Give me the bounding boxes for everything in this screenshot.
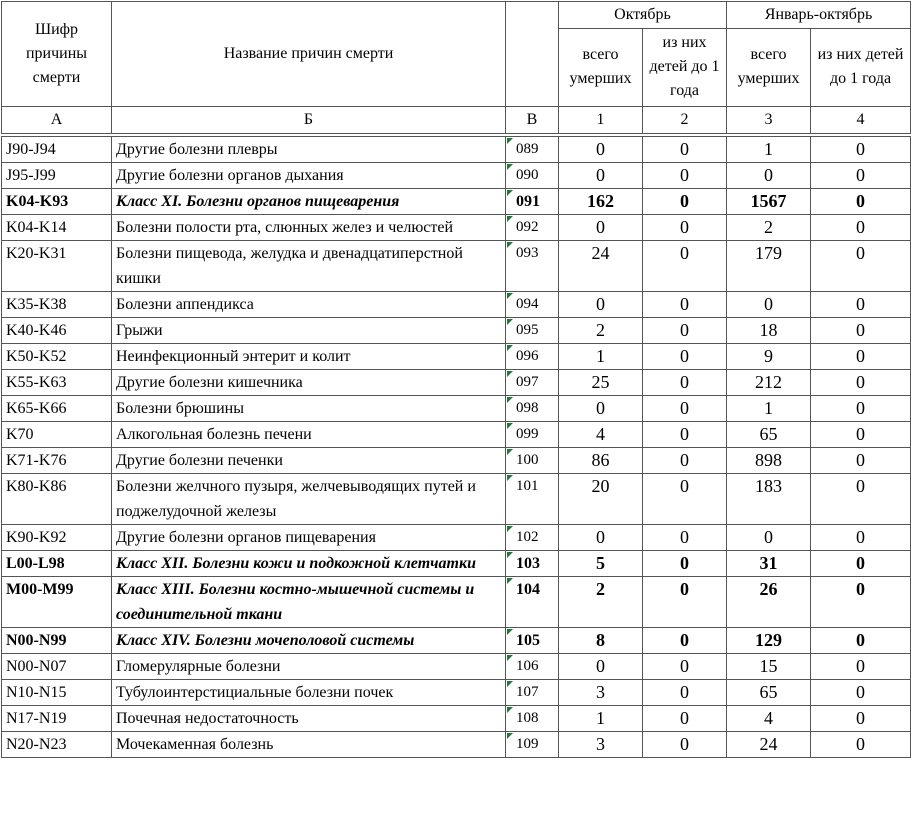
table-row (2, 370, 911, 396)
cause-name-cell: Болезни аппендикса (112, 292, 506, 318)
line-number-cell: 102 (506, 525, 559, 551)
cause-name-cell: Класс XII. Болезни кожи и подкожной клетчатки (112, 551, 506, 577)
table-row (2, 215, 911, 241)
table-row (2, 551, 911, 577)
jan-oct-children-cell: 0 (811, 241, 911, 292)
cause-code-cell: N00-N07 (2, 654, 112, 680)
line-number-cell: 093 (506, 241, 559, 292)
cause-code-cell: L00-L98 (2, 551, 112, 577)
october-total-cell: 8 (559, 628, 643, 654)
cause-name-cell: Грыжи (112, 318, 506, 344)
line-number-cell: 091 (506, 189, 559, 215)
jan-oct-children-cell: 0 (811, 396, 911, 422)
line-number-cell: 090 (506, 163, 559, 189)
cause-name-cell: Другие болезни органов дыхания (112, 163, 506, 189)
cause-name-cell: Болезни пищевода, желудка и двенадцатиперстной кишки (112, 241, 506, 292)
jan-oct-total-cell: 0 (727, 292, 811, 318)
jan-oct-total-cell: 898 (727, 448, 811, 474)
jan-oct-total-cell: 0 (727, 163, 811, 189)
line-number-cell: 099 (506, 422, 559, 448)
table-row (2, 680, 911, 706)
cause-name-cell: Класс XI. Болезни органов пищеварения (112, 189, 506, 215)
cause-name-cell: Почечная недостаточность (112, 706, 506, 732)
october-children-cell: 0 (643, 422, 727, 448)
cause-code-cell: K50-K52 (2, 344, 112, 370)
cause-name-cell: Другие болезни кишечника (112, 370, 506, 396)
cause-name-cell: Болезни брюшины (112, 396, 506, 422)
jan-oct-children-cell: 0 (811, 654, 911, 680)
line-number-cell: 105 (506, 628, 559, 654)
october-total-cell: 0 (559, 292, 643, 318)
jan-oct-total-cell: 0 (727, 525, 811, 551)
october-total-cell: 1 (559, 706, 643, 732)
table-row (2, 422, 911, 448)
jan-oct-children-cell: 0 (811, 474, 911, 525)
header-group-october: Октябрь (559, 2, 727, 29)
october-children-cell: 0 (643, 318, 727, 344)
cause-code-cell: K71-K76 (2, 448, 112, 474)
line-number-cell: 103 (506, 551, 559, 577)
cause-name-cell: Мочекаменная болезнь (112, 732, 506, 758)
table-row (2, 241, 911, 292)
october-total-cell: 0 (559, 396, 643, 422)
table-row (2, 732, 911, 758)
jan-oct-children-cell: 0 (811, 732, 911, 758)
jan-oct-total-cell: 212 (727, 370, 811, 396)
line-number-cell: 107 (506, 680, 559, 706)
jan-oct-total-cell: 15 (727, 654, 811, 680)
cause-code-cell: K90-K92 (2, 525, 112, 551)
jan-oct-total-cell: 9 (727, 344, 811, 370)
october-children-cell: 0 (643, 344, 727, 370)
table-row (2, 292, 911, 318)
jan-oct-total-cell: 183 (727, 474, 811, 525)
header-oct-children: из них детей до 1 года (643, 28, 727, 107)
october-total-cell: 25 (559, 370, 643, 396)
mortality-table (1, 1, 911, 758)
cause-code-cell: K40-K46 (2, 318, 112, 344)
jan-oct-children-cell: 0 (811, 525, 911, 551)
october-children-cell: 0 (643, 396, 727, 422)
table-row (2, 163, 911, 189)
cause-code-cell: K65-K66 (2, 396, 112, 422)
line-number-cell: 109 (506, 732, 559, 758)
table-row (2, 474, 911, 525)
index-cell: А (2, 107, 112, 134)
october-total-cell: 2 (559, 318, 643, 344)
line-number-cell: 108 (506, 706, 559, 732)
october-children-cell: 0 (643, 654, 727, 680)
table-row (2, 137, 911, 163)
jan-oct-total-cell: 129 (727, 628, 811, 654)
october-children-cell: 0 (643, 137, 727, 163)
jan-oct-children-cell: 0 (811, 706, 911, 732)
index-cell: Б (112, 107, 506, 134)
october-total-cell: 5 (559, 551, 643, 577)
october-total-cell: 0 (559, 525, 643, 551)
cause-code-cell: K04-K14 (2, 215, 112, 241)
jan-oct-children-cell: 0 (811, 577, 911, 628)
table-row (2, 318, 911, 344)
jan-oct-total-cell: 179 (727, 241, 811, 292)
october-total-cell: 0 (559, 215, 643, 241)
cause-code-cell: K04-K93 (2, 189, 112, 215)
cause-code-cell: K20-K31 (2, 241, 112, 292)
jan-oct-children-cell: 0 (811, 680, 911, 706)
jan-oct-total-cell: 26 (727, 577, 811, 628)
october-children-cell: 0 (643, 215, 727, 241)
cause-code-cell: K80-K86 (2, 474, 112, 525)
jan-oct-total-cell: 24 (727, 732, 811, 758)
line-number-cell: 094 (506, 292, 559, 318)
cause-name-cell: Класс XIV. Болезни мочеполовой системы (112, 628, 506, 654)
cause-code-cell: N00-N99 (2, 628, 112, 654)
jan-oct-children-cell: 0 (811, 137, 911, 163)
cause-name-cell: Алкогольная болезнь печени (112, 422, 506, 448)
october-children-cell: 0 (643, 241, 727, 292)
october-total-cell: 4 (559, 422, 643, 448)
table-row (2, 706, 911, 732)
header-name: Название причин смерти (112, 2, 506, 107)
table-row (2, 448, 911, 474)
jan-oct-children-cell: 0 (811, 215, 911, 241)
cause-name-cell: Другие болезни органов пищеварения (112, 525, 506, 551)
cause-name-cell: Неинфекционный энтерит и колит (112, 344, 506, 370)
october-children-cell: 0 (643, 448, 727, 474)
jan-oct-children-cell: 0 (811, 448, 911, 474)
october-children-cell: 0 (643, 551, 727, 577)
jan-oct-total-cell: 65 (727, 422, 811, 448)
header-oct-total: всего умерших (559, 28, 643, 107)
cause-code-cell: N20-N23 (2, 732, 112, 758)
cause-code-cell: K55-K63 (2, 370, 112, 396)
october-children-cell: 0 (643, 370, 727, 396)
table-row (2, 396, 911, 422)
line-number-cell: 092 (506, 215, 559, 241)
jan-oct-total-cell: 65 (727, 680, 811, 706)
october-children-cell: 0 (643, 577, 727, 628)
october-total-cell: 0 (559, 163, 643, 189)
cause-name-cell: Класс XIII. Болезни костно-мышечной системы и соединительной ткани (112, 577, 506, 628)
jan-oct-total-cell: 18 (727, 318, 811, 344)
line-number-cell: 089 (506, 137, 559, 163)
october-total-cell: 0 (559, 137, 643, 163)
table-row (2, 189, 911, 215)
october-children-cell: 0 (643, 732, 727, 758)
october-children-cell: 0 (643, 292, 727, 318)
header-line (506, 2, 559, 107)
cause-code-cell: J95-J99 (2, 163, 112, 189)
jan-oct-children-cell: 0 (811, 292, 911, 318)
jan-oct-total-cell: 2 (727, 215, 811, 241)
october-total-cell: 3 (559, 680, 643, 706)
index-cell: 3 (727, 107, 811, 134)
october-total-cell: 24 (559, 241, 643, 292)
october-children-cell: 0 (643, 706, 727, 732)
index-cell: В (506, 107, 559, 134)
table-row (2, 344, 911, 370)
line-number-cell: 098 (506, 396, 559, 422)
cause-name-cell: Тубулоинтерстициальные болезни почек (112, 680, 506, 706)
october-total-cell: 162 (559, 189, 643, 215)
line-number-cell: 096 (506, 344, 559, 370)
jan-oct-total-cell: 1 (727, 396, 811, 422)
header-ytd-total: всего умерших (727, 28, 811, 107)
october-children-cell: 0 (643, 680, 727, 706)
jan-oct-total-cell: 31 (727, 551, 811, 577)
header-row-groups (2, 2, 911, 29)
jan-oct-children-cell: 0 (811, 318, 911, 344)
october-children-cell: 0 (643, 163, 727, 189)
header-group-jan-oct: Январь-октябрь (727, 2, 911, 29)
cause-name-cell: Гломерулярные болезни (112, 654, 506, 680)
october-children-cell: 0 (643, 474, 727, 525)
jan-oct-children-cell: 0 (811, 344, 911, 370)
jan-oct-children-cell: 0 (811, 422, 911, 448)
october-children-cell: 0 (643, 525, 727, 551)
line-number-cell: 095 (506, 318, 559, 344)
cause-code-cell: M00-M99 (2, 577, 112, 628)
cause-name-cell: Другие болезни печенки (112, 448, 506, 474)
line-number-cell: 097 (506, 370, 559, 396)
cause-name-cell: Другие болезни плевры (112, 137, 506, 163)
cause-name-cell: Болезни полости рта, слюнных желез и челюстей (112, 215, 506, 241)
line-number-cell: 106 (506, 654, 559, 680)
jan-oct-total-cell: 1567 (727, 189, 811, 215)
october-total-cell: 86 (559, 448, 643, 474)
table-row (2, 628, 911, 654)
jan-oct-total-cell: 4 (727, 706, 811, 732)
index-cell: 2 (643, 107, 727, 134)
october-children-cell: 0 (643, 189, 727, 215)
index-cell: 4 (811, 107, 911, 134)
header-ytd-children: из них детей до 1 года (811, 28, 911, 107)
cause-code-cell: N10-N15 (2, 680, 112, 706)
index-cell: 1 (559, 107, 643, 134)
cause-name-cell: Болезни желчного пузыря, желчевыводящих путей и поджелудочной железы (112, 474, 506, 525)
cause-code-cell: J90-J94 (2, 137, 112, 163)
table-row (2, 577, 911, 628)
table-row (2, 525, 911, 551)
october-total-cell: 0 (559, 654, 643, 680)
line-number-cell: 101 (506, 474, 559, 525)
line-number-cell: 100 (506, 448, 559, 474)
jan-oct-children-cell: 0 (811, 551, 911, 577)
index-row (2, 107, 911, 134)
jan-oct-children-cell: 0 (811, 628, 911, 654)
october-total-cell: 20 (559, 474, 643, 525)
jan-oct-children-cell: 0 (811, 189, 911, 215)
october-total-cell: 3 (559, 732, 643, 758)
header-code: Шифр причины смерти (2, 2, 112, 107)
jan-oct-children-cell: 0 (811, 370, 911, 396)
jan-oct-children-cell: 0 (811, 163, 911, 189)
october-total-cell: 1 (559, 344, 643, 370)
cause-code-cell: K35-K38 (2, 292, 112, 318)
october-total-cell: 2 (559, 577, 643, 628)
cause-code-cell: N17-N19 (2, 706, 112, 732)
cause-code-cell: K70 (2, 422, 112, 448)
october-children-cell: 0 (643, 628, 727, 654)
jan-oct-total-cell: 1 (727, 137, 811, 163)
table-row (2, 654, 911, 680)
line-number-cell: 104 (506, 577, 559, 628)
